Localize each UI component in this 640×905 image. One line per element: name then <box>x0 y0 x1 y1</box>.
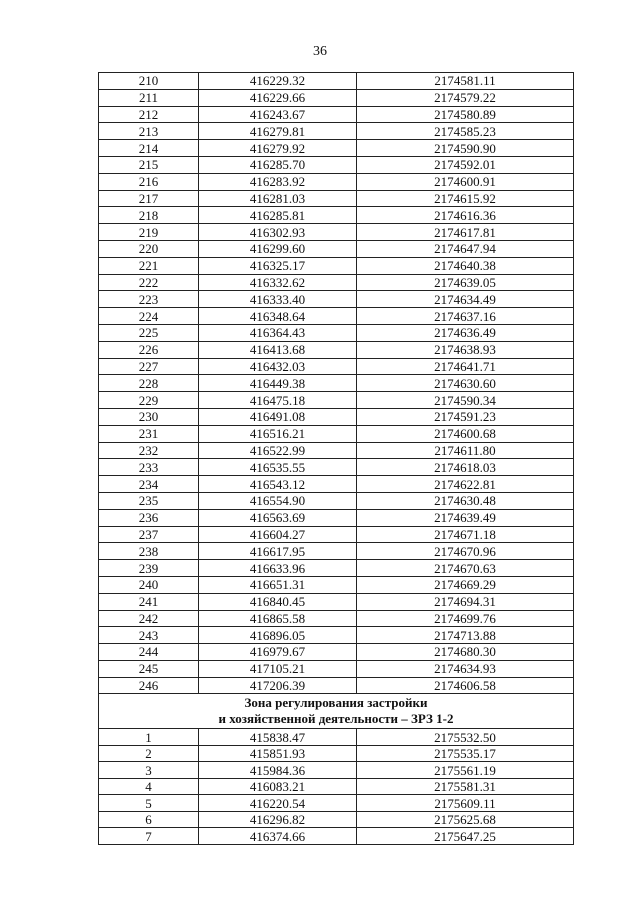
y-coordinate-cell: 2174670.63 <box>357 560 574 577</box>
y-coordinate-cell: 2174637.16 <box>357 308 574 325</box>
x-coordinate-cell: 416332.62 <box>199 274 357 291</box>
y-coordinate-cell: 2174585.23 <box>357 123 574 140</box>
x-coordinate-cell: 416281.03 <box>199 190 357 207</box>
table-row <box>99 140 574 157</box>
y-coordinate-cell: 2174630.48 <box>357 492 574 509</box>
point-number-cell: 223 <box>99 291 199 308</box>
y-coordinate-cell: 2174615.92 <box>357 190 574 207</box>
x-coordinate-cell: 416554.90 <box>199 492 357 509</box>
table-row <box>99 560 574 577</box>
zone-heading-section <box>99 694 574 729</box>
zone-heading-line-2: и хозяйственной деятельности – ЗРЗ 1-2 <box>218 711 454 727</box>
y-coordinate-cell: 2174600.68 <box>357 425 574 442</box>
coordinates-table-body <box>99 73 574 694</box>
table-row <box>99 811 574 828</box>
y-coordinate-cell: 2174647.94 <box>357 240 574 257</box>
point-number-cell: 5 <box>99 795 199 812</box>
point-number-cell: 6 <box>99 811 199 828</box>
x-coordinate-cell: 416083.21 <box>199 778 357 795</box>
x-coordinate-cell: 416283.92 <box>199 173 357 190</box>
table-row <box>99 207 574 224</box>
table-row <box>99 375 574 392</box>
point-number-cell: 227 <box>99 358 199 375</box>
y-coordinate-cell: 2174617.81 <box>357 224 574 241</box>
x-coordinate-cell: 416296.82 <box>199 811 357 828</box>
point-number-cell: 218 <box>99 207 199 224</box>
point-number-cell: 215 <box>99 156 199 173</box>
table-row <box>99 73 574 90</box>
zone-coordinates-body <box>99 729 574 845</box>
table-row <box>99 257 574 274</box>
point-number-cell: 245 <box>99 660 199 677</box>
x-coordinate-cell: 416220.54 <box>199 795 357 812</box>
point-number-cell: 4 <box>99 778 199 795</box>
y-coordinate-cell: 2174671.18 <box>357 526 574 543</box>
table-row <box>99 644 574 661</box>
point-number-cell: 230 <box>99 408 199 425</box>
x-coordinate-cell: 416840.45 <box>199 593 357 610</box>
y-coordinate-cell: 2174581.11 <box>357 73 574 90</box>
y-coordinate-cell: 2174611.80 <box>357 442 574 459</box>
table-row <box>99 526 574 543</box>
x-coordinate-cell: 416302.93 <box>199 224 357 241</box>
x-coordinate-cell: 416299.60 <box>199 240 357 257</box>
point-number-cell: 1 <box>99 729 199 746</box>
table-row <box>99 308 574 325</box>
page-number: 36 <box>313 44 327 59</box>
point-number-cell: 240 <box>99 576 199 593</box>
point-number-cell: 214 <box>99 140 199 157</box>
table-row <box>99 173 574 190</box>
table-row <box>99 492 574 509</box>
coordinates-table <box>98 72 574 845</box>
x-coordinate-cell: 415984.36 <box>199 762 357 779</box>
x-coordinate-cell: 416333.40 <box>199 291 357 308</box>
y-coordinate-cell: 2174639.05 <box>357 274 574 291</box>
x-coordinate-cell: 416449.38 <box>199 375 357 392</box>
y-coordinate-cell: 2174580.89 <box>357 106 574 123</box>
table-row <box>99 576 574 593</box>
point-number-cell: 234 <box>99 476 199 493</box>
point-number-cell: 239 <box>99 560 199 577</box>
table-row <box>99 610 574 627</box>
point-number-cell: 235 <box>99 492 199 509</box>
table-row <box>99 341 574 358</box>
x-coordinate-cell: 416543.12 <box>199 476 357 493</box>
y-coordinate-cell: 2175581.31 <box>357 778 574 795</box>
table-row <box>99 156 574 173</box>
y-coordinate-cell: 2174590.90 <box>357 140 574 157</box>
x-coordinate-cell: 416243.67 <box>199 106 357 123</box>
x-coordinate-cell: 416522.99 <box>199 442 357 459</box>
point-number-cell: 213 <box>99 123 199 140</box>
zone-heading-row <box>99 694 574 729</box>
y-coordinate-cell: 2174699.76 <box>357 610 574 627</box>
y-coordinate-cell: 2174670.96 <box>357 543 574 560</box>
y-coordinate-cell: 2174630.60 <box>357 375 574 392</box>
table-row <box>99 291 574 308</box>
point-number-cell: 217 <box>99 190 199 207</box>
table-row <box>99 190 574 207</box>
y-coordinate-cell: 2175647.25 <box>357 828 574 845</box>
x-coordinate-cell: 416563.69 <box>199 509 357 526</box>
y-coordinate-cell: 2174638.93 <box>357 341 574 358</box>
table-row <box>99 677 574 694</box>
table-row <box>99 106 574 123</box>
x-coordinate-cell: 416617.95 <box>199 543 357 560</box>
table-row <box>99 828 574 845</box>
y-coordinate-cell: 2174634.49 <box>357 291 574 308</box>
table-row <box>99 123 574 140</box>
table-row <box>99 795 574 812</box>
x-coordinate-cell: 416285.70 <box>199 156 357 173</box>
x-coordinate-cell: 416364.43 <box>199 324 357 341</box>
table-row <box>99 459 574 476</box>
x-coordinate-cell: 416374.66 <box>199 828 357 845</box>
point-number-cell: 211 <box>99 89 199 106</box>
x-coordinate-cell: 416604.27 <box>199 526 357 543</box>
y-coordinate-cell: 2174713.88 <box>357 627 574 644</box>
point-number-cell: 231 <box>99 425 199 442</box>
y-coordinate-cell: 2174680.30 <box>357 644 574 661</box>
table-row <box>99 729 574 746</box>
x-coordinate-cell: 417105.21 <box>199 660 357 677</box>
point-number-cell: 226 <box>99 341 199 358</box>
y-coordinate-cell: 2174641.71 <box>357 358 574 375</box>
point-number-cell: 2 <box>99 745 199 762</box>
point-number-cell: 210 <box>99 73 199 90</box>
table-row <box>99 408 574 425</box>
table-row <box>99 224 574 241</box>
point-number-cell: 237 <box>99 526 199 543</box>
y-coordinate-cell: 2174622.81 <box>357 476 574 493</box>
x-coordinate-cell: 416516.21 <box>199 425 357 442</box>
x-coordinate-cell: 416325.17 <box>199 257 357 274</box>
table-row <box>99 745 574 762</box>
x-coordinate-cell: 416651.31 <box>199 576 357 593</box>
y-coordinate-cell: 2175535.17 <box>357 745 574 762</box>
point-number-cell: 233 <box>99 459 199 476</box>
x-coordinate-cell: 417206.39 <box>199 677 357 694</box>
table-row <box>99 476 574 493</box>
point-number-cell: 228 <box>99 375 199 392</box>
table-row <box>99 543 574 560</box>
x-coordinate-cell: 416491.08 <box>199 408 357 425</box>
x-coordinate-cell: 416865.58 <box>199 610 357 627</box>
zone-heading-line-1: Зона регулирования застройки <box>244 695 428 711</box>
point-number-cell: 212 <box>99 106 199 123</box>
point-number-cell: 7 <box>99 828 199 845</box>
table-row <box>99 324 574 341</box>
table-row <box>99 627 574 644</box>
point-number-cell: 244 <box>99 644 199 661</box>
point-number-cell: 225 <box>99 324 199 341</box>
point-number-cell: 236 <box>99 509 199 526</box>
y-coordinate-cell: 2175625.68 <box>357 811 574 828</box>
table-row <box>99 89 574 106</box>
x-coordinate-cell: 416475.18 <box>199 392 357 409</box>
y-coordinate-cell: 2174634.93 <box>357 660 574 677</box>
point-number-cell: 220 <box>99 240 199 257</box>
table-row <box>99 660 574 677</box>
y-coordinate-cell: 2174639.49 <box>357 509 574 526</box>
table-row <box>99 392 574 409</box>
x-coordinate-cell: 416979.67 <box>199 644 357 661</box>
x-coordinate-cell: 416633.96 <box>199 560 357 577</box>
x-coordinate-cell: 415838.47 <box>199 729 357 746</box>
table-row <box>99 240 574 257</box>
table-row <box>99 274 574 291</box>
y-coordinate-cell: 2174592.01 <box>357 156 574 173</box>
x-coordinate-cell: 416285.81 <box>199 207 357 224</box>
x-coordinate-cell: 416348.64 <box>199 308 357 325</box>
point-number-cell: 238 <box>99 543 199 560</box>
y-coordinate-cell: 2174640.38 <box>357 257 574 274</box>
point-number-cell: 241 <box>99 593 199 610</box>
zone-heading <box>99 694 574 729</box>
point-number-cell: 232 <box>99 442 199 459</box>
y-coordinate-cell: 2175532.50 <box>357 729 574 746</box>
table-row <box>99 358 574 375</box>
point-number-cell: 224 <box>99 308 199 325</box>
point-number-cell: 246 <box>99 677 199 694</box>
x-coordinate-cell: 416535.55 <box>199 459 357 476</box>
x-coordinate-cell: 416432.03 <box>199 358 357 375</box>
point-number-cell: 243 <box>99 627 199 644</box>
point-number-cell: 229 <box>99 392 199 409</box>
table-row <box>99 593 574 610</box>
y-coordinate-cell: 2174669.29 <box>357 576 574 593</box>
x-coordinate-cell: 416279.81 <box>199 123 357 140</box>
y-coordinate-cell: 2174618.03 <box>357 459 574 476</box>
table-row <box>99 762 574 779</box>
y-coordinate-cell: 2174591.23 <box>357 408 574 425</box>
x-coordinate-cell: 415851.93 <box>199 745 357 762</box>
table-row <box>99 442 574 459</box>
y-coordinate-cell: 2174616.36 <box>357 207 574 224</box>
point-number-cell: 3 <box>99 762 199 779</box>
y-coordinate-cell: 2174579.22 <box>357 89 574 106</box>
y-coordinate-cell: 2175609.11 <box>357 795 574 812</box>
y-coordinate-cell: 2174590.34 <box>357 392 574 409</box>
point-number-cell: 222 <box>99 274 199 291</box>
point-number-cell: 216 <box>99 173 199 190</box>
x-coordinate-cell: 416413.68 <box>199 341 357 358</box>
point-number-cell: 242 <box>99 610 199 627</box>
y-coordinate-cell: 2175561.19 <box>357 762 574 779</box>
point-number-cell: 221 <box>99 257 199 274</box>
y-coordinate-cell: 2174600.91 <box>357 173 574 190</box>
x-coordinate-cell: 416279.92 <box>199 140 357 157</box>
table-row <box>99 425 574 442</box>
table-row <box>99 778 574 795</box>
point-number-cell: 219 <box>99 224 199 241</box>
x-coordinate-cell: 416229.32 <box>199 73 357 90</box>
y-coordinate-cell: 2174606.58 <box>357 677 574 694</box>
x-coordinate-cell: 416896.05 <box>199 627 357 644</box>
y-coordinate-cell: 2174636.49 <box>357 324 574 341</box>
table-row <box>99 509 574 526</box>
x-coordinate-cell: 416229.66 <box>199 89 357 106</box>
y-coordinate-cell: 2174694.31 <box>357 593 574 610</box>
